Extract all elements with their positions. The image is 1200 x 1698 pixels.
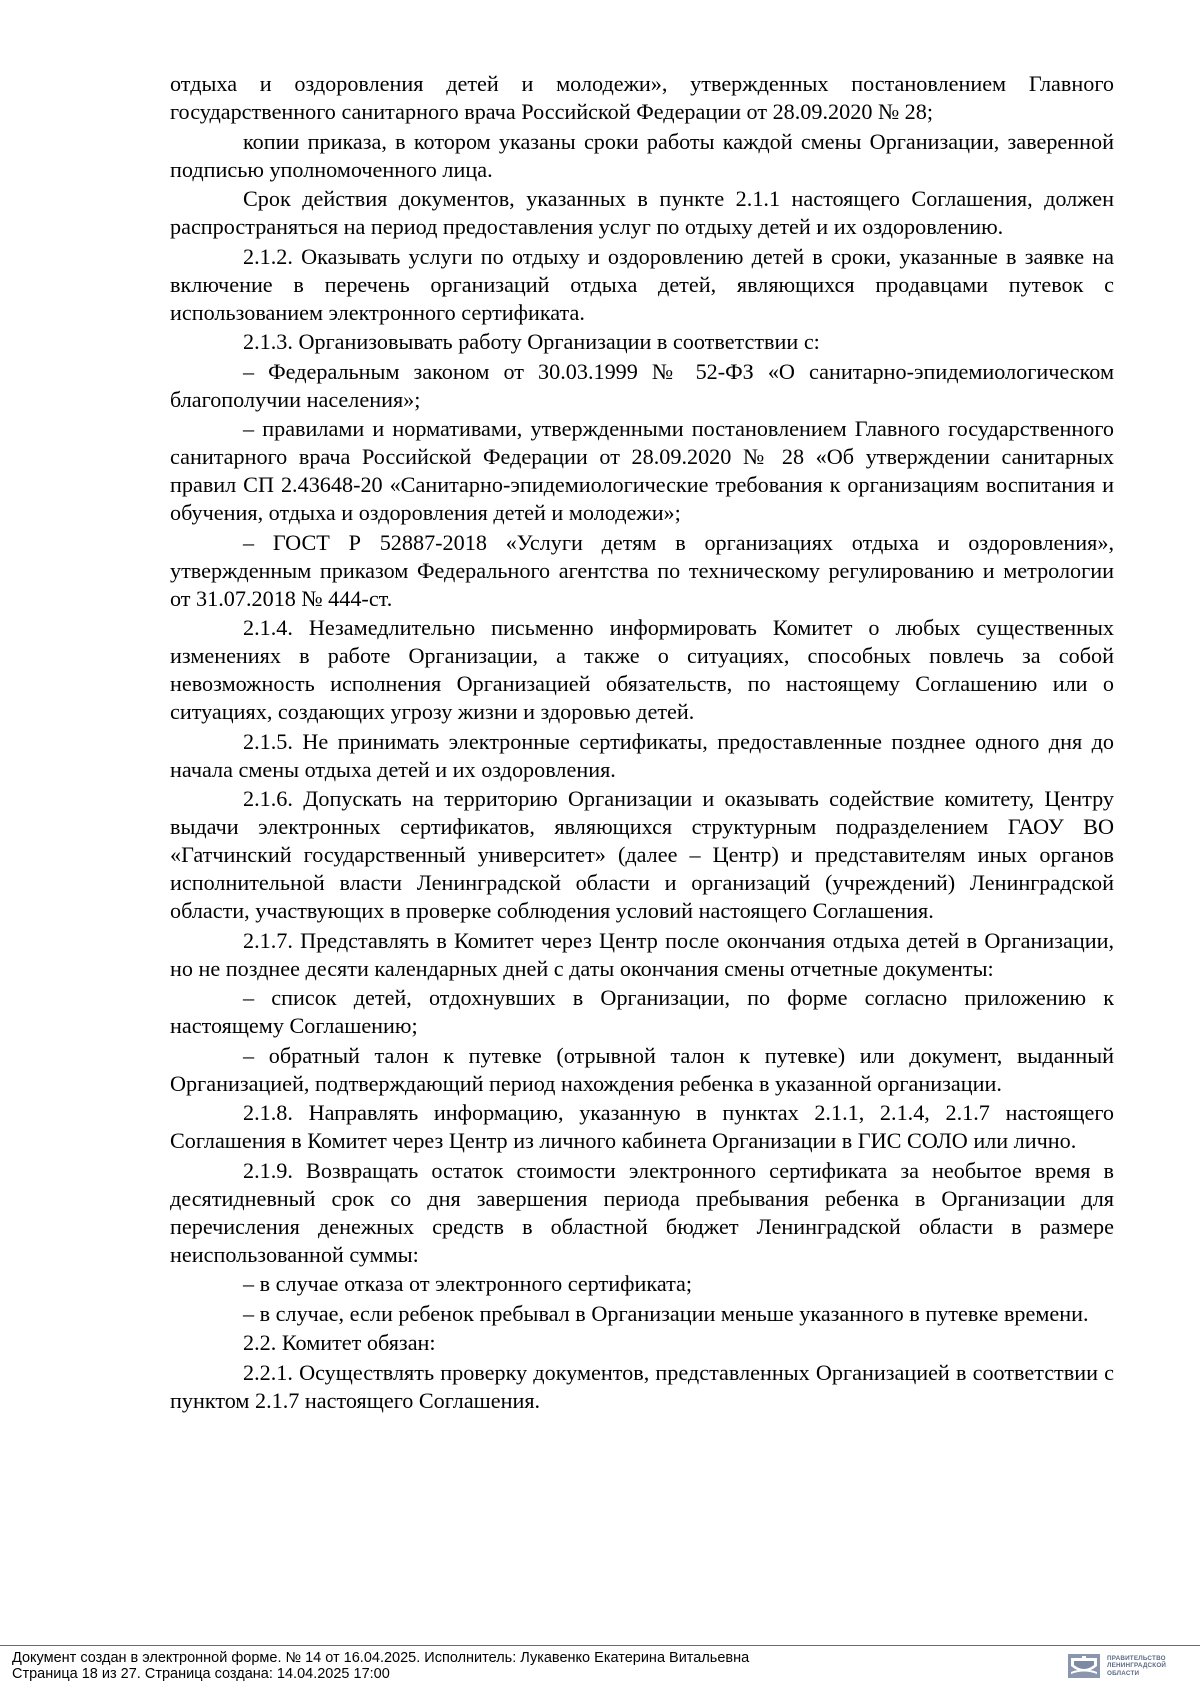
paragraph: 2.1.3. Организовывать работу Организации в соответствии с: [243, 329, 820, 354]
logo-line: ПРАВИТЕЛЬСТВО [1107, 1654, 1166, 1662]
paragraph: 2.1.9. Возвращать остаток стоимости электронного сертификата за необытое время в десятидневный срок со дня завершения периода пребывания ребенка в Организации для перечисления денежных средств в областной бюджет Ленинградской области в размере неиспользованной суммы: [170, 1157, 1114, 1267]
coat-of-arms-icon [1067, 1651, 1101, 1681]
government-logo [1067, 1649, 1193, 1683]
paragraph: копии приказа, в котором указаны сроки работы каждой смены Организации, заверенной подписью уполномоченного лица. [170, 128, 1114, 182]
logo-text [1107, 1655, 1166, 1678]
logo-line: ОБЛАСТИ [1107, 1669, 1140, 1677]
footer-page-info: Страница 18 из 27. Страница создана: 14.04.2025 17:00 [12, 1666, 390, 1682]
paragraph: 2.1.7. Представлять в Комитет через Центр после окончания отдыха детей в Организации, но не позднее десяти календарных дней с даты окончания смены отчетные документы: [170, 927, 1114, 981]
list-item: – обратный талон к путевке (отрывной талон к путевке) или документ, выданный Организацией, подтверждающий период нахождения ребенка в указанной организации. [170, 1042, 1114, 1096]
logo-line: ЛЕНИНГРАДСКОЙ [1107, 1662, 1167, 1670]
paragraph: 2.2.1. Осуществлять проверку документов, представленных Организацией в соответствии с пунктом 2.1.7 настоящего Соглашения. [170, 1359, 1114, 1413]
list-item: – в случае отказа от электронного сертификата; [243, 1271, 693, 1296]
document-footer [12, 1650, 1062, 1682]
footer-divider [0, 1645, 1200, 1646]
paragraph: 2.1.4. Незамедлительно письменно информировать Комитет о любых существенных изменениях в работе Организации, а также о ситуациях, способных повлечь за собой невозможность исполнения Организацией обязательств, по настоящему Соглашению или о ситуациях, создающих угрозу жизни и здоровью детей. [170, 615, 1114, 724]
paragraph: 2.1.5. Не принимать электронные сертификаты, предоставленные позднее одного дня до начала смены отдыха детей и их оздоровления. [170, 728, 1114, 782]
section-heading: 2.2. Комитет обязан: [243, 1330, 436, 1355]
paragraph: Срок действия документов, указанных в пункте 2.1.1 настоящего Соглашения, должен распространяться на период предоставления услуг по отдыху детей и их оздоровлению. [170, 186, 1114, 239]
document-body [170, 70, 1114, 1416]
paragraph: 2.1.8. Направлять информацию, указанную в пунктах 2.1.1, 2.1.4, 2.1.7 настоящего Соглашения в Комитет через Центр из личного кабинета Организации в ГИС СОЛО или лично. [170, 1100, 1114, 1153]
paragraph: 2.1.2. Оказывать услуги по отдыху и оздоровлению детей в сроки, указанные в заявке на включение в перечень организаций отдыха детей, являющихся продавцами путевок с использованием электронного сертификата. [170, 243, 1114, 325]
paragraph: отдыха и оздоровления детей и молодежи», утвержденных постановлением Главного государственного санитарного врача Российской Федерации от 28.09.2020 № 28; [170, 71, 1114, 124]
list-item: – в случае, если ребенок пребывал в Организации меньше указанного в путевке времени. [243, 1300, 1089, 1326]
footer-document-info: Документ создан в электронной форме. № 14 от 16.04.2025. Исполнитель: Лукавенко Екатерина Витальевна [12, 1650, 750, 1666]
list-item: – ГОСТ Р 52887-2018 «Услуги детям в организациях отдыха и оздоровления», утвержденным приказом Федерального агентства по техническому регулированию и метрологии от 31.07.2018 № 444-ст. [170, 529, 1114, 611]
paragraph: 2.1.6. Допускать на территорию Организации и оказывать содействие комитету, Центру выдачи электронных сертификатов, являющихся структурным подразделением ГАОУ ВО «Гатчинский государственный университет» (далее – Центр) и представителям иных органов исполнительной власти Ленинградской области и организаций (учреждений) Ленинградской области, участвующих в проверке соблюдения условий настоящего Соглашения. [170, 786, 1114, 923]
list-item: – правилами и нормативами, утвержденными постановлением Главного государственного санитарного врача Российской Федерации от 28.09.2020 № 28 «Об утверждении санитарных правил СП 2.43648-20 «Санитарно-эпидемиологические требования к организациям воспитания и обучения, отдыха и оздоровления детей и молодежи»; [170, 416, 1114, 525]
list-item: – список детей, отдохнувших в Организации, по форме согласно приложению к настоящему Соглашению; [170, 985, 1114, 1038]
list-item: – Федеральным законом от 30.03.1999 № 52-ФЗ «О санитарно-эпидемиологическом благополучии населения»; [170, 358, 1114, 412]
